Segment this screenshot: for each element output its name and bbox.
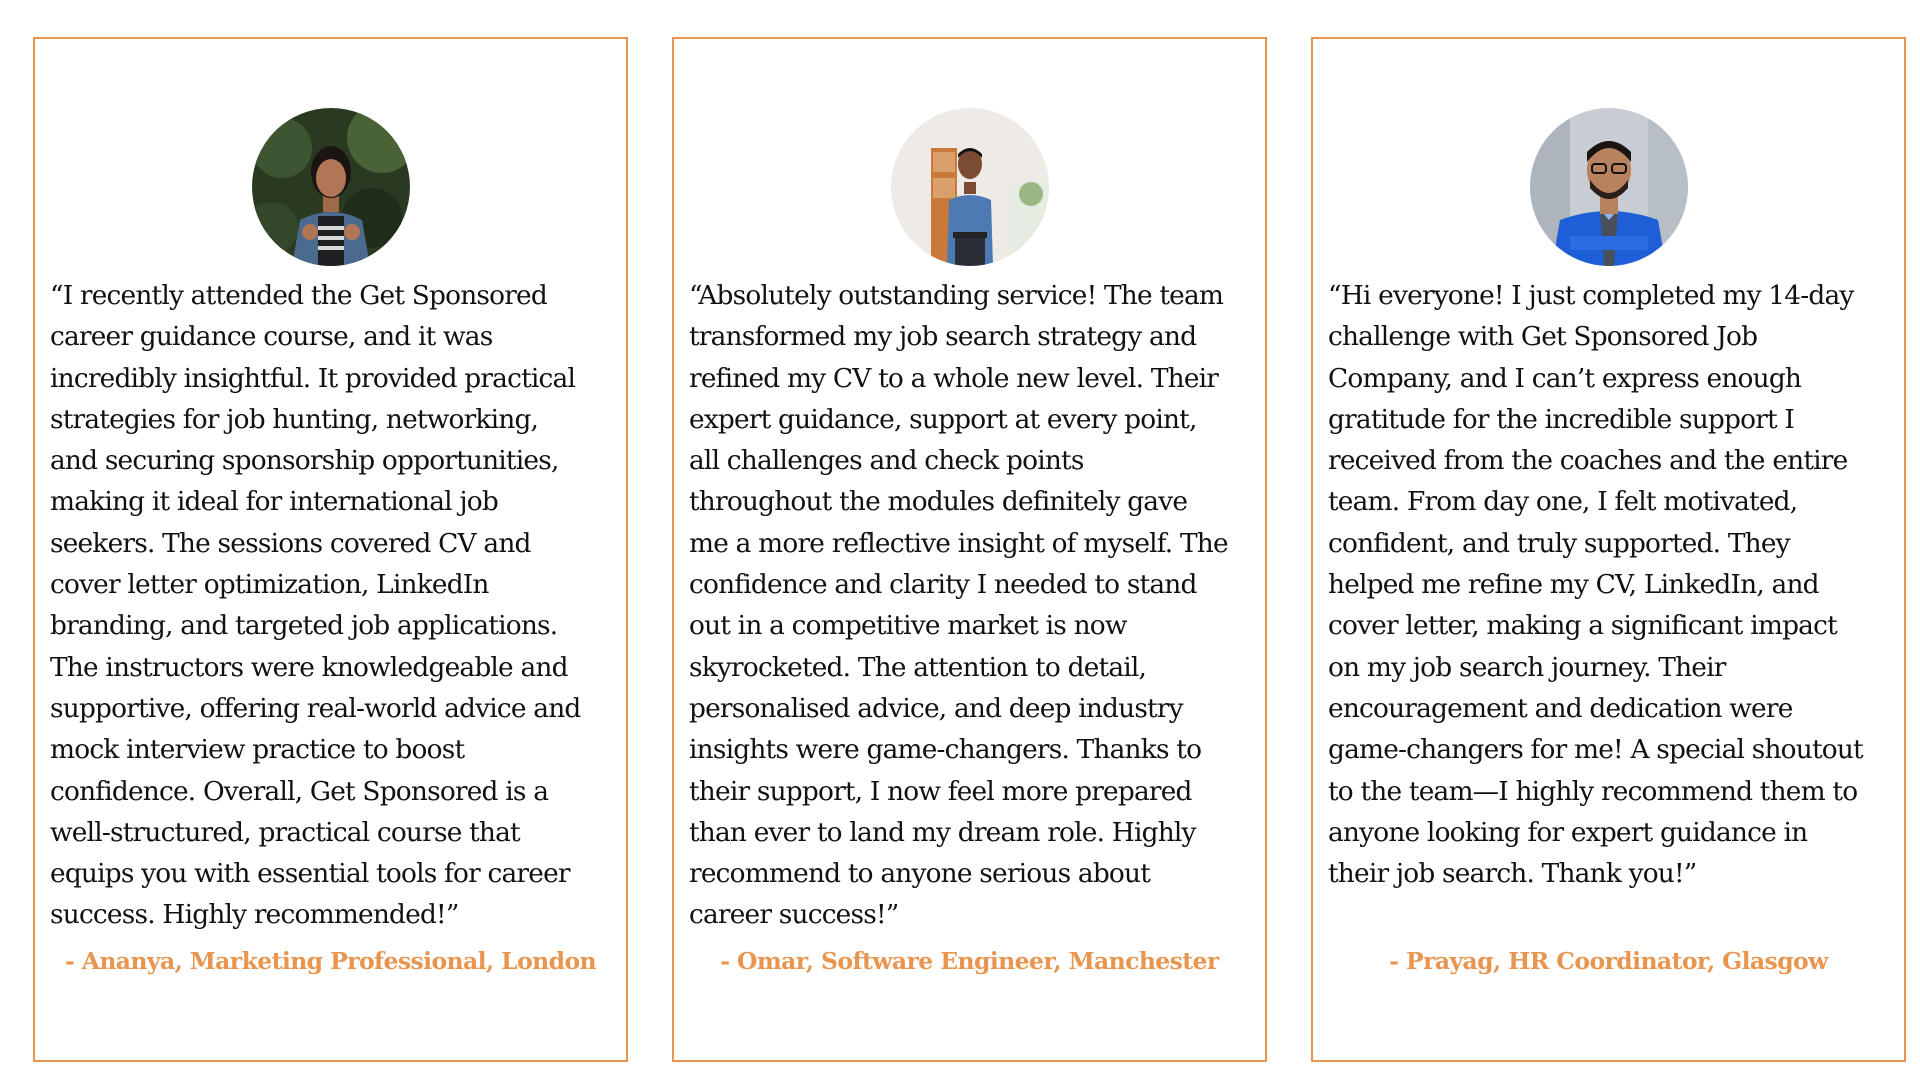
avatar-photo-icon bbox=[1530, 108, 1688, 266]
testimonial-attribution: - Prayag, HR Coordinator, Glasgow bbox=[1389, 947, 1828, 975]
avatar bbox=[252, 108, 410, 266]
testimonial-quote: “I recently attended the Get Sponsored career guidance course, and it was incredibly insightful. It provided practical strategies for job hunting, networking, and securing sponsorship opportunities, making it ideal for international job seekers. The sessions covered CV and cover letter optimization, LinkedIn branding, and targeted job applications. The instructors were knowledgeable and supportive, offering real-world advice and mock interview practice to boost confidence. Overall, Get Sponsored is a well-structured, practical course that equips you with essential tools for career success. Highly recommended!” bbox=[50, 280, 581, 931]
testimonial-quote: “Absolutely outstanding service! The team transformed my job search strategy and refined my CV to a whole new level. Their expert guidance, support at every point, all challenges and check points throughout the modules definitely gave me a more reflective insight of myself. The confidence and clarity I needed to stand out in a competitive market is now skyrocketed. The attention to detail, personalised advice, and deep industry insights were game-changers. Thanks to their support, I now feel more prepared than ever to land my dream role. Highly recommend to anyone serious about career success!” bbox=[689, 280, 1228, 931]
testimonial-attribution: - Ananya, Marketing Professional, London bbox=[64, 947, 597, 975]
testimonial-card bbox=[1311, 37, 1906, 1062]
testimonial-quote: “Hi everyone! I just completed my 14-day challenge with Get Sponsored Job Company, and I can’t express enough gratitude for the incredible support I received from the coaches and the entire team. From day one, I felt motivated, confident, and truly supported. They helped me refine my CV, LinkedIn, and cover letter, making a significant impact on my job search journey. Their encouragement and dedication were game-changers for me! A special shoutout to the team—I highly recommend them to anyone looking for expert guidance in their job search. Thank you!” bbox=[1328, 280, 1863, 890]
avatar-photo-icon bbox=[252, 108, 410, 266]
avatar bbox=[1530, 108, 1688, 266]
testimonial-card bbox=[672, 37, 1267, 1062]
avatar bbox=[891, 108, 1049, 266]
testimonial-card bbox=[33, 37, 628, 1062]
avatar-photo-icon bbox=[891, 108, 1049, 266]
testimonial-attribution: - Omar, Software Engineer, Manchester bbox=[720, 947, 1219, 975]
